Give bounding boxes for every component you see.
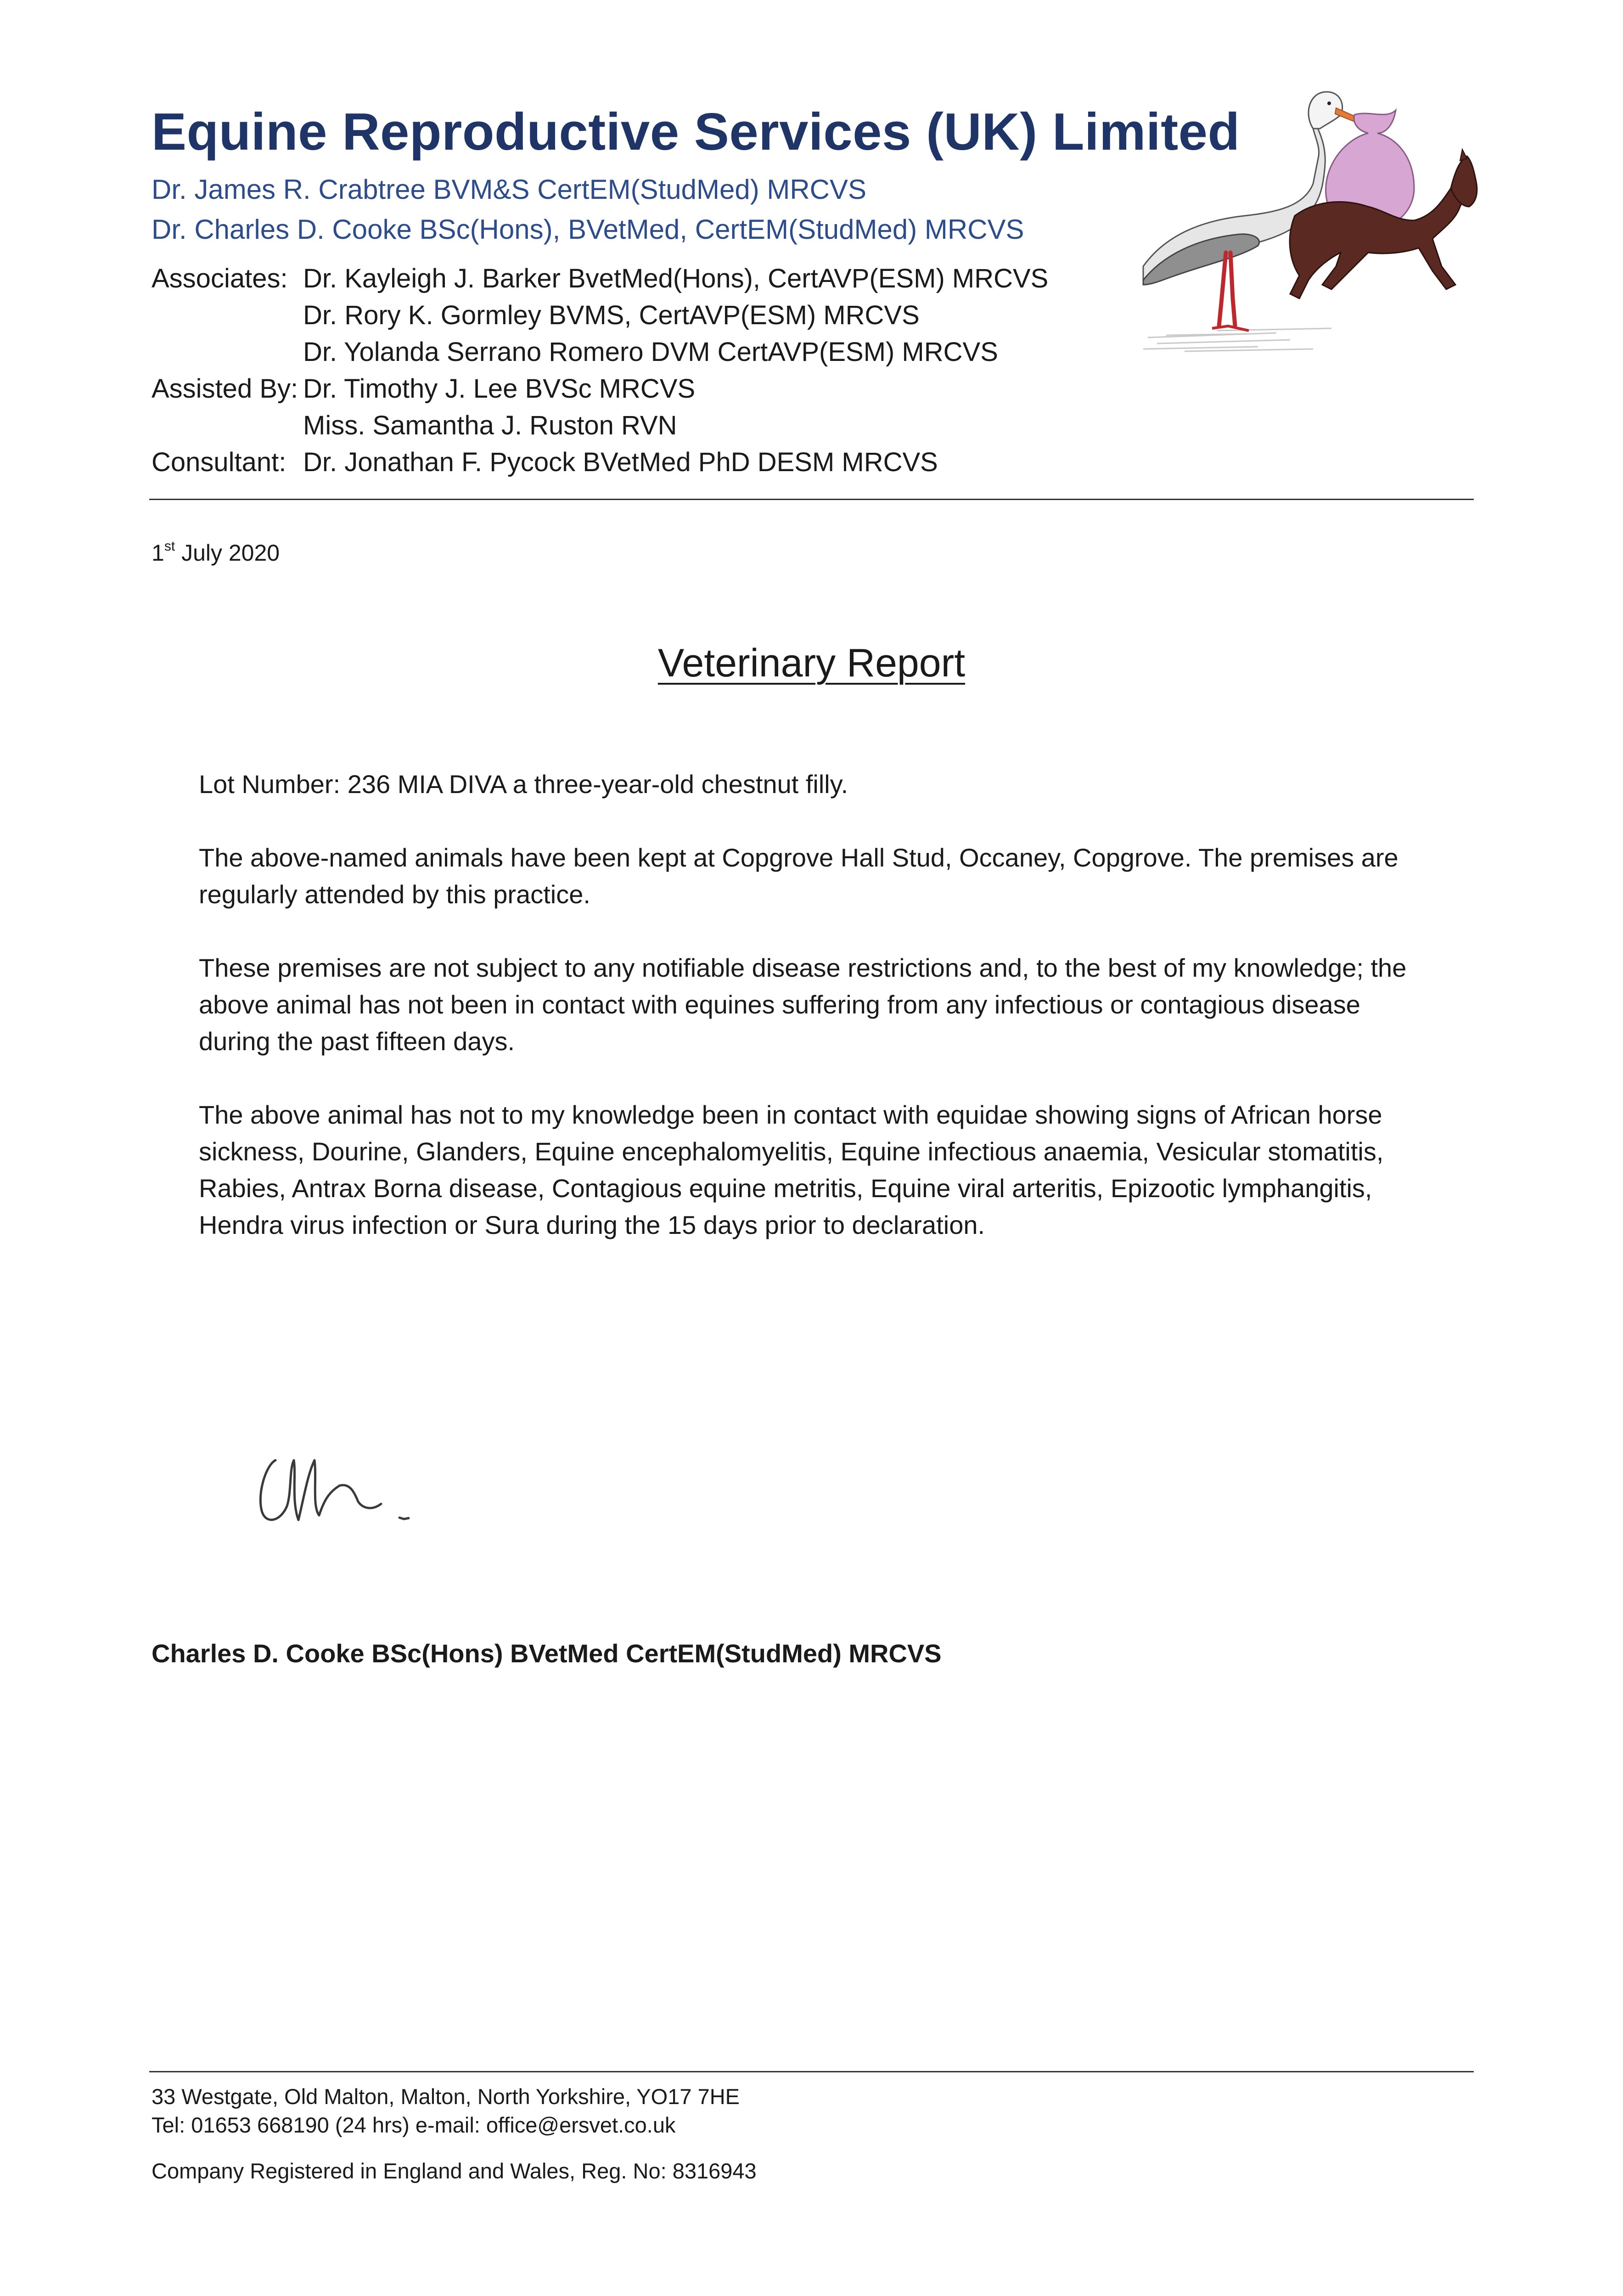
staff-name: Dr. Rory K. Gormley BVMS, CertAVP(ESM) MRCVS [303, 300, 920, 330]
staff-name: Dr. Yolanda Serrano Romero DVM CertAVP(ESM) MRCVS [303, 337, 998, 367]
footer-divider [149, 2071, 1474, 2072]
signatory-name: Charles D. Cooke BSc(Hons) BVetMed CertEM(StudMed) MRCVS [152, 1639, 942, 1668]
footer-address: 33 Westgate, Old Malton, Malton, North Yorkshire, YO17 7HE [152, 2084, 740, 2109]
footer-registration: Company Registered in England and Wales, Reg. No: 8316943 [152, 2159, 757, 2183]
stork-carrying-foal-logo [1139, 83, 1478, 358]
staff-name: Dr. Jonathan F. Pycock BVetMed PhD DESM MRCVS [303, 447, 938, 477]
staff-label: Assisted By: [152, 374, 298, 404]
staff-name: Dr. Timothy J. Lee BVSc MRCVS [303, 374, 696, 404]
company-name: Equine Reproductive Services (UK) Limited [152, 103, 1240, 161]
staff-name: Dr. Kayleigh J. Barker BvetMed(Hons), CertAVP(ESM) MRCVS [303, 264, 1049, 293]
date-suffix: st [164, 539, 175, 554]
declaration-paragraph: The above animal has not to my knowledge been in contact with equidae showing signs of African horse sickness, Dourine, Glanders, Equine encephalomyelitis, Equine infectious anaemia, Vesicular stomatitis, Rabies, Antrax Borna disease, Contagious equine metritis, Equine viral arteritis, Epizootic lymphangitis, Hendra virus infection or Sura during the 15 days prior to declaration. [199, 1100, 1384, 1239]
partner-2: Dr. Charles D. Cooke BSc(Hons), BVetMed, CertEM(StudMed) MRCVS [152, 214, 1024, 245]
header-divider [149, 499, 1474, 500]
stork-eye-icon [1327, 101, 1331, 105]
foal-ear-icon [1460, 149, 1467, 161]
report-title: Veterinary Report [657, 641, 966, 685]
staff-label: Consultant: [152, 447, 286, 477]
staff-label: Associates: [152, 264, 288, 293]
disease-restrictions-paragraph: These premises are not subject to any notifiable disease restrictions and, to the best of my knowledge; the above animal has not been in contact with equines suffering from any infectious or contagious disease during the past fifteen days. [199, 953, 1407, 1056]
premises-paragraph: The above-named animals have been kept at Copgrove Hall Stud, Occaney, Copgrove. The premises are regularly attended by this practice. [199, 843, 1398, 909]
partner-1: Dr. James R. Crabtree BVM&S CertEM(StudMed) MRCVS [152, 174, 867, 205]
handwritten-signature [248, 1433, 487, 1543]
lot-number-paragraph: Lot Number: 236 MIA DIVA a three-year-old chestnut filly. [199, 770, 848, 799]
letter-date [152, 540, 280, 566]
stork-legs-icon [1219, 253, 1235, 326]
ground-shading-icon [1143, 328, 1331, 351]
date-rest: July 2020 [181, 540, 280, 566]
staff-name: Miss. Samantha J. Ruston RVN [303, 411, 677, 440]
footer-contact: Tel: 01653 668190 (24 hrs) e-mail: office@ersvet.co.uk [152, 2113, 676, 2137]
date-day: 1 [152, 540, 164, 566]
